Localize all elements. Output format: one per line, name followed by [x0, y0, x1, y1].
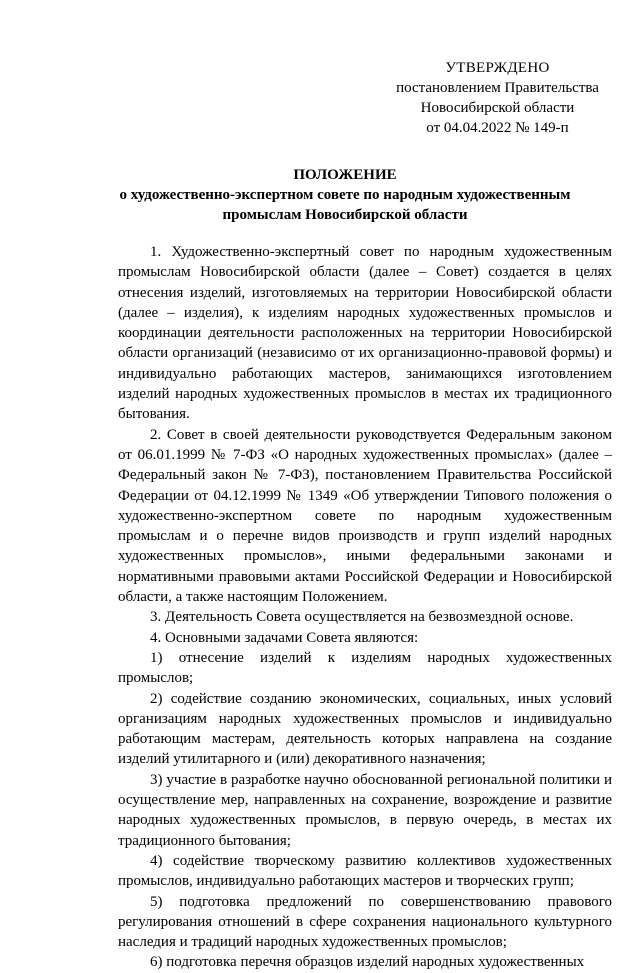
- list-item-6: 6) подготовка перечня образцов изделий народных художественных: [150, 954, 585, 971]
- approval-line-3: от 04.04.2022 № 149-п: [426, 120, 569, 136]
- document-subtitle-line-2: промыслам Новосибирской области: [222, 207, 468, 223]
- approval-line-1: постановлением Правительства: [396, 80, 599, 96]
- list-item-2: 2) содействие созданию экономических, социальных, иных условий организациям народных художественных промыслов и индивидуально работающим мастерам, деятельность которых направлена на создание изделий утилитарного и (или) декоративного назначения;: [118, 690, 612, 768]
- document-subtitle-line-1: о художественно-экспертном совете по народным художественным: [119, 187, 571, 203]
- document-title-block: [80, 165, 610, 225]
- paragraph-4: 4. Основными задачами Совета являются:: [150, 629, 419, 646]
- paragraph-3: 3. Деятельность Совета осуществляется на безвозмездной основе.: [150, 609, 574, 626]
- list-item-4: 4) содействие творческому развитию коллективов художественных промыслов, индивидуально работающих мастеров и творческих групп;: [118, 852, 612, 890]
- document-title: ПОЛОЖЕНИЕ: [293, 167, 397, 183]
- paragraph-2: 2. Совет в своей деятельности руководствуется Федеральным законом от 06.01.1999 № 7-ФЗ «О народных художественных промыслах» (далее – Федеральный закон № 7-ФЗ), постановлением Правительства Российской Федерации от 04.12.1999 № 1349 «Об утверждении Типового положения о художественно-экспертном совете по народным художественным промыслам и о перечне видов производств и групп изделий народных художественных промыслов», иными федеральными законами и нормативными правовыми актами Российской Федерации и Новосибирской области, а также настоящим Положением.: [118, 426, 612, 606]
- document-body: [118, 242, 612, 973]
- approval-line-2: Новосибирской области: [420, 100, 575, 116]
- paragraph-1: 1. Художественно-экспертный совет по народным художественным промыслам Новосибирской области (далее – Совет) создается в целях отнесения изделий, изготовляемых на территории Новосибирской области (далее – изделия), к изделиям народных художественных промыслов и координации деятельности расположенных на территории Новосибирской области организаций (независимо от их организационно-правовой формы) и индивидуально работающих мастеров, занимающихся изготовлением изделий народных художественных промыслов в местах их традиционного бытования.: [118, 244, 612, 423]
- list-item-3: 3) участие в разработке научно обоснованной региональной политики и осуществление мер, направленных на сохранение, возрождение и развитие народных художественных промыслов, в первую очередь, в местах их традиционного бытования;: [118, 771, 612, 849]
- list-item-5: 5) подготовка предложений по совершенствованию правового регулирования отношений в сфере сохранения национального культурного наследия и традиций народных художественных промыслов;: [118, 893, 612, 951]
- approval-title: УТВЕРЖДЕНО: [445, 60, 550, 76]
- list-item-1: 1) отнесение изделий к изделиям народных художественных промыслов;: [118, 649, 612, 687]
- approval-stamp: [390, 58, 605, 138]
